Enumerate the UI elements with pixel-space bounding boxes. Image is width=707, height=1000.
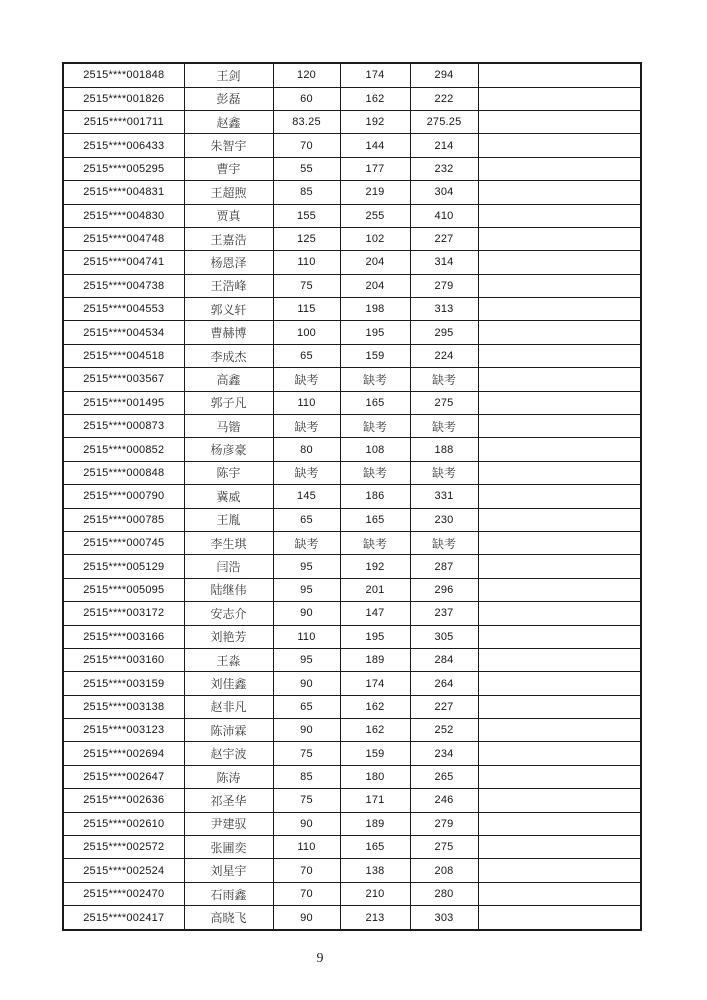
table-row — [63, 110, 641, 133]
total-cell: 284 — [410, 648, 478, 671]
name-cell: 李成杰 — [184, 344, 273, 367]
table-row — [63, 298, 641, 321]
name-cell: 石雨鑫 — [184, 882, 273, 905]
remark-cell — [478, 508, 641, 531]
table-row — [63, 227, 641, 250]
score1-cell: 90 — [273, 719, 340, 742]
score1-cell: 145 — [273, 485, 340, 508]
remark-cell — [478, 485, 641, 508]
name-cell: 闫浩 — [184, 555, 273, 578]
exam-id-cell: 2515****001826 — [63, 87, 184, 110]
table-row — [63, 485, 641, 508]
score1-cell: 155 — [273, 204, 340, 227]
total-cell: 237 — [410, 602, 478, 625]
exam-id-cell: 2515****004534 — [63, 321, 184, 344]
exam-id-cell: 2515****000848 — [63, 461, 184, 484]
total-cell: 缺考 — [410, 531, 478, 554]
score2-cell: 138 — [340, 859, 410, 882]
remark-cell — [478, 63, 641, 87]
exam-id-cell: 2515****004748 — [63, 227, 184, 250]
name-cell: 冀威 — [184, 485, 273, 508]
table-row — [63, 625, 641, 648]
remark-cell — [478, 742, 641, 765]
score2-cell: 174 — [340, 672, 410, 695]
score2-cell: 204 — [340, 274, 410, 297]
exam-id-cell: 2515****000745 — [63, 531, 184, 554]
remark-cell — [478, 719, 641, 742]
exam-id-cell: 2515****000852 — [63, 438, 184, 461]
table-row — [63, 134, 641, 157]
name-cell: 马锴 — [184, 415, 273, 438]
score2-cell: 198 — [340, 298, 410, 321]
score1-cell: 缺考 — [273, 368, 340, 391]
name-cell: 王淼 — [184, 648, 273, 671]
table-row — [63, 251, 641, 274]
exam-id-cell: 2515****002610 — [63, 812, 184, 835]
score1-cell: 75 — [273, 742, 340, 765]
total-cell: 230 — [410, 508, 478, 531]
total-cell: 314 — [410, 251, 478, 274]
exam-id-cell: 2515****003172 — [63, 602, 184, 625]
name-cell: 曹宇 — [184, 157, 273, 180]
remark-cell — [478, 602, 641, 625]
score1-cell: 90 — [273, 906, 340, 930]
score1-cell: 95 — [273, 578, 340, 601]
remark-cell — [478, 415, 641, 438]
score2-cell: 255 — [340, 204, 410, 227]
remark-cell — [478, 368, 641, 391]
score1-cell: 95 — [273, 555, 340, 578]
table-row — [63, 672, 641, 695]
score1-cell: 缺考 — [273, 415, 340, 438]
total-cell: 331 — [410, 485, 478, 508]
score1-cell: 85 — [273, 765, 340, 788]
score2-cell: 189 — [340, 812, 410, 835]
table-row — [63, 274, 641, 297]
score-table-body — [63, 63, 641, 930]
score2-cell: 189 — [340, 648, 410, 671]
name-cell: 赵鑫 — [184, 110, 273, 133]
remark-cell — [478, 227, 641, 250]
name-cell: 安志介 — [184, 602, 273, 625]
remark-cell — [478, 695, 641, 718]
score1-cell: 83.25 — [273, 110, 340, 133]
score1-cell: 90 — [273, 602, 340, 625]
score2-cell: 108 — [340, 438, 410, 461]
score2-cell: 204 — [340, 251, 410, 274]
exam-id-cell: 2515****002647 — [63, 765, 184, 788]
score1-cell: 95 — [273, 648, 340, 671]
name-cell: 刘佳鑫 — [184, 672, 273, 695]
name-cell: 彭磊 — [184, 87, 273, 110]
table-row — [63, 602, 641, 625]
score1-cell: 70 — [273, 134, 340, 157]
table-row — [63, 438, 641, 461]
total-cell: 232 — [410, 157, 478, 180]
score2-cell: 159 — [340, 742, 410, 765]
exam-id-cell: 2515****003567 — [63, 368, 184, 391]
exam-id-cell: 2515****004518 — [63, 344, 184, 367]
exam-id-cell: 2515****001711 — [63, 110, 184, 133]
remark-cell — [478, 672, 641, 695]
table-row — [63, 461, 641, 484]
remark-cell — [478, 204, 641, 227]
exam-id-cell: 2515****002524 — [63, 859, 184, 882]
table-row — [63, 391, 641, 414]
score1-cell: 65 — [273, 695, 340, 718]
total-cell: 214 — [410, 134, 478, 157]
remark-cell — [478, 578, 641, 601]
name-cell: 王超煦 — [184, 181, 273, 204]
name-cell: 高鑫 — [184, 368, 273, 391]
score2-cell: 192 — [340, 110, 410, 133]
exam-id-cell: 2515****003123 — [63, 719, 184, 742]
total-cell: 304 — [410, 181, 478, 204]
score1-cell: 100 — [273, 321, 340, 344]
score2-cell: 219 — [340, 181, 410, 204]
total-cell: 280 — [410, 882, 478, 905]
score2-cell: 缺考 — [340, 531, 410, 554]
name-cell: 朱智宇 — [184, 134, 273, 157]
name-cell: 陈宇 — [184, 461, 273, 484]
total-cell: 252 — [410, 719, 478, 742]
score2-cell: 162 — [340, 695, 410, 718]
table-row — [63, 578, 641, 601]
table-row — [63, 648, 641, 671]
exam-id-cell: 2515****004831 — [63, 181, 184, 204]
total-cell: 305 — [410, 625, 478, 648]
name-cell: 陆继伟 — [184, 578, 273, 601]
exam-id-cell: 2515****004741 — [63, 251, 184, 274]
remark-cell — [478, 836, 641, 859]
name-cell: 王嘉浩 — [184, 227, 273, 250]
remark-cell — [478, 181, 641, 204]
exam-id-cell: 2515****004830 — [63, 204, 184, 227]
exam-id-cell: 2515****003138 — [63, 695, 184, 718]
exam-id-cell: 2515****003159 — [63, 672, 184, 695]
score2-cell: 186 — [340, 485, 410, 508]
table-row — [63, 906, 641, 930]
name-cell: 王剑 — [184, 63, 273, 87]
remark-cell — [478, 251, 641, 274]
name-cell: 赵非凡 — [184, 695, 273, 718]
name-cell: 刘星宇 — [184, 859, 273, 882]
score1-cell: 75 — [273, 274, 340, 297]
table-row — [63, 321, 641, 344]
total-cell: 188 — [410, 438, 478, 461]
score1-cell: 75 — [273, 789, 340, 812]
remark-cell — [478, 87, 641, 110]
remark-cell — [478, 648, 641, 671]
score1-cell: 缺考 — [273, 531, 340, 554]
total-cell: 缺考 — [410, 368, 478, 391]
remark-cell — [478, 321, 641, 344]
table-row — [63, 859, 641, 882]
score2-cell: 缺考 — [340, 461, 410, 484]
score1-cell: 110 — [273, 251, 340, 274]
exam-id-cell: 2515****001495 — [63, 391, 184, 414]
score2-cell: 缺考 — [340, 415, 410, 438]
remark-cell — [478, 812, 641, 835]
name-cell: 刘艳芳 — [184, 625, 273, 648]
total-cell: 410 — [410, 204, 478, 227]
table-row — [63, 882, 641, 905]
name-cell: 陈沛霖 — [184, 719, 273, 742]
total-cell: 303 — [410, 906, 478, 930]
score2-cell: 192 — [340, 555, 410, 578]
score2-cell: 195 — [340, 625, 410, 648]
score2-cell: 177 — [340, 157, 410, 180]
score2-cell: 213 — [340, 906, 410, 930]
table-row — [63, 508, 641, 531]
score2-cell: 缺考 — [340, 368, 410, 391]
name-cell: 郭子凡 — [184, 391, 273, 414]
score2-cell: 147 — [340, 602, 410, 625]
remark-cell — [478, 765, 641, 788]
total-cell: 287 — [410, 555, 478, 578]
table-row — [63, 695, 641, 718]
table-row — [63, 181, 641, 204]
name-cell: 杨恩泽 — [184, 251, 273, 274]
exam-id-cell: 2515****005095 — [63, 578, 184, 601]
name-cell: 曹赫博 — [184, 321, 273, 344]
score2-cell: 171 — [340, 789, 410, 812]
remark-cell — [478, 625, 641, 648]
exam-id-cell: 2515****004738 — [63, 274, 184, 297]
score1-cell: 缺考 — [273, 461, 340, 484]
score1-cell: 85 — [273, 181, 340, 204]
score1-cell: 120 — [273, 63, 340, 87]
score1-cell: 60 — [273, 87, 340, 110]
score1-cell: 65 — [273, 508, 340, 531]
remark-cell — [478, 438, 641, 461]
score2-cell: 210 — [340, 882, 410, 905]
total-cell: 279 — [410, 812, 478, 835]
exam-id-cell: 2515****003166 — [63, 625, 184, 648]
total-cell: 208 — [410, 859, 478, 882]
table-row — [63, 204, 641, 227]
score2-cell: 102 — [340, 227, 410, 250]
name-cell: 陈涛 — [184, 765, 273, 788]
score1-cell: 65 — [273, 344, 340, 367]
table-row — [63, 789, 641, 812]
total-cell: 227 — [410, 695, 478, 718]
exam-id-cell: 2515****005129 — [63, 555, 184, 578]
score2-cell: 165 — [340, 391, 410, 414]
score2-cell: 144 — [340, 134, 410, 157]
table-row — [63, 719, 641, 742]
total-cell: 222 — [410, 87, 478, 110]
total-cell: 227 — [410, 227, 478, 250]
score1-cell: 70 — [273, 859, 340, 882]
remark-cell — [478, 298, 641, 321]
name-cell: 贾真 — [184, 204, 273, 227]
total-cell: 279 — [410, 274, 478, 297]
total-cell: 264 — [410, 672, 478, 695]
exam-id-cell: 2515****002636 — [63, 789, 184, 812]
table-row — [63, 531, 641, 554]
table-row — [63, 344, 641, 367]
name-cell: 张圃奕 — [184, 836, 273, 859]
total-cell: 234 — [410, 742, 478, 765]
remark-cell — [478, 789, 641, 812]
score2-cell: 174 — [340, 63, 410, 87]
total-cell: 246 — [410, 789, 478, 812]
exam-id-cell: 2515****002417 — [63, 906, 184, 930]
name-cell: 李生琪 — [184, 531, 273, 554]
exam-id-cell: 2515****004553 — [63, 298, 184, 321]
exam-id-cell: 2515****006433 — [63, 134, 184, 157]
score1-cell: 125 — [273, 227, 340, 250]
score2-cell: 195 — [340, 321, 410, 344]
name-cell: 王浩峰 — [184, 274, 273, 297]
table-row — [63, 415, 641, 438]
table-row — [63, 836, 641, 859]
score2-cell: 159 — [340, 344, 410, 367]
table-row — [63, 87, 641, 110]
remark-cell — [478, 134, 641, 157]
name-cell: 高晓飞 — [184, 906, 273, 930]
total-cell: 265 — [410, 765, 478, 788]
remark-cell — [478, 531, 641, 554]
exam-id-cell: 2515****000873 — [63, 415, 184, 438]
exam-id-cell: 2515****003160 — [63, 648, 184, 671]
name-cell: 尹建驭 — [184, 812, 273, 835]
table-row — [63, 368, 641, 391]
name-cell: 祁圣华 — [184, 789, 273, 812]
score1-cell: 110 — [273, 625, 340, 648]
remark-cell — [478, 555, 641, 578]
total-cell: 295 — [410, 321, 478, 344]
score1-cell: 110 — [273, 836, 340, 859]
total-cell: 275.25 — [410, 110, 478, 133]
name-cell: 赵宇波 — [184, 742, 273, 765]
exam-id-cell: 2515****001848 — [63, 63, 184, 87]
score1-cell: 70 — [273, 882, 340, 905]
remark-cell — [478, 274, 641, 297]
remark-cell — [478, 906, 641, 930]
score1-cell: 80 — [273, 438, 340, 461]
total-cell: 缺考 — [410, 461, 478, 484]
score1-cell: 55 — [273, 157, 340, 180]
exam-id-cell: 2515****000785 — [63, 508, 184, 531]
total-cell: 275 — [410, 391, 478, 414]
exam-id-cell: 2515****002694 — [63, 742, 184, 765]
table-row — [63, 63, 641, 87]
score2-cell: 162 — [340, 87, 410, 110]
exam-id-cell: 2515****005295 — [63, 157, 184, 180]
total-cell: 224 — [410, 344, 478, 367]
total-cell: 缺考 — [410, 415, 478, 438]
table-row — [63, 765, 641, 788]
remark-cell — [478, 882, 641, 905]
score1-cell: 110 — [273, 391, 340, 414]
score2-cell: 162 — [340, 719, 410, 742]
table-row — [63, 157, 641, 180]
total-cell: 313 — [410, 298, 478, 321]
exam-id-cell: 2515****002470 — [63, 882, 184, 905]
remark-cell — [478, 461, 641, 484]
score1-cell: 90 — [273, 812, 340, 835]
name-cell: 杨彦豪 — [184, 438, 273, 461]
total-cell: 275 — [410, 836, 478, 859]
exam-id-cell: 2515****000790 — [63, 485, 184, 508]
name-cell: 王胤 — [184, 508, 273, 531]
table-row — [63, 555, 641, 578]
remark-cell — [478, 157, 641, 180]
total-cell: 294 — [410, 63, 478, 87]
score-table — [62, 62, 642, 931]
score2-cell: 201 — [340, 578, 410, 601]
table-row — [63, 812, 641, 835]
score1-cell: 90 — [273, 672, 340, 695]
name-cell: 郭义轩 — [184, 298, 273, 321]
remark-cell — [478, 391, 641, 414]
remark-cell — [478, 859, 641, 882]
table-row — [63, 742, 641, 765]
page-number: 9 — [316, 951, 324, 966]
score2-cell: 180 — [340, 765, 410, 788]
score2-cell: 165 — [340, 508, 410, 531]
remark-cell — [478, 344, 641, 367]
score2-cell: 165 — [340, 836, 410, 859]
exam-id-cell: 2515****002572 — [63, 836, 184, 859]
total-cell: 296 — [410, 578, 478, 601]
score1-cell: 115 — [273, 298, 340, 321]
remark-cell — [478, 110, 641, 133]
